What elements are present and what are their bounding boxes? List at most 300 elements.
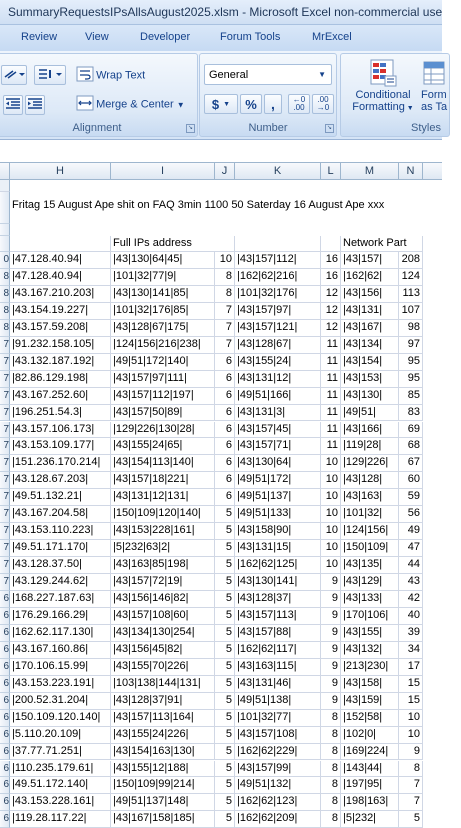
cell-h[interactable]: |43.167.204.58|	[10, 506, 111, 523]
cell-n[interactable]: 98	[399, 320, 423, 337]
decrease-decimal-button[interactable]	[312, 94, 334, 114]
spreadsheet-grid[interactable]	[0, 163, 442, 825]
cell-h[interactable]: |43.128.37.50|	[10, 557, 111, 574]
cell-l-label[interactable]	[321, 236, 341, 252]
cell-m[interactable]: |150|109|	[341, 540, 399, 557]
cell-m[interactable]: |5|232|	[341, 811, 399, 828]
cell-h[interactable]: |43.167.252.60|	[10, 388, 111, 405]
cell-j[interactable]: 5	[215, 727, 235, 744]
row-header[interactable]: 6	[0, 693, 10, 710]
row-header[interactable]: 6	[0, 642, 10, 659]
cell-h[interactable]: |43.132.187.192|	[10, 354, 111, 371]
cell-i[interactable]: |43|155|24|65|	[111, 438, 215, 455]
cell-n[interactable]: 113	[399, 286, 423, 303]
cell-h-label[interactable]	[10, 236, 111, 252]
cell-k[interactable]: |43|157|71|	[235, 438, 321, 455]
row-header[interactable]: 7	[0, 523, 10, 540]
cell-i[interactable]: |124|156|216|238|	[111, 337, 215, 354]
row-header[interactable]: 7	[0, 388, 10, 405]
cell-i[interactable]: |129|226|130|28|	[111, 422, 215, 439]
cell-n[interactable]: 8	[399, 761, 423, 778]
cell-k[interactable]: |162|62|229|	[235, 744, 321, 761]
row-header[interactable]: 8	[0, 320, 10, 337]
cell-m[interactable]: |101|32|	[341, 506, 399, 523]
cell-i[interactable]: |43|154|163|130|	[111, 744, 215, 761]
cell-i[interactable]: |43|157|18|221|	[111, 472, 215, 489]
cell-j[interactable]: 6	[215, 455, 235, 472]
cell-m[interactable]: |43|154|	[341, 354, 399, 371]
full-ips-label[interactable]: Full IPs address	[111, 236, 215, 252]
cell-h[interactable]: |5.110.20.109|	[10, 727, 111, 744]
cell-i[interactable]: |43|155|12|188|	[111, 761, 215, 778]
row-header[interactable]: 7	[0, 371, 10, 388]
cell-i[interactable]: |101|32|176|85|	[111, 303, 215, 320]
row-header[interactable]: 6	[0, 710, 10, 727]
cell-j[interactable]: 5	[215, 676, 235, 693]
cell-h[interactable]: |176.29.166.29|	[10, 608, 111, 625]
cell-k[interactable]: |162|62|125|	[235, 557, 321, 574]
cell-i[interactable]: |43|156|45|82|	[111, 642, 215, 659]
cell-n[interactable]: 7	[399, 794, 423, 811]
column-header-m[interactable]: M	[341, 163, 399, 180]
cell-j[interactable]: 5	[215, 710, 235, 727]
cell-m[interactable]: |129|226|	[341, 455, 399, 472]
row-header-stub[interactable]	[0, 180, 10, 192]
cell-i[interactable]: |43|131|12|131|	[111, 489, 215, 506]
merge-center-button[interactable]	[77, 96, 185, 113]
header-text-cell[interactable]: Fritag 15 August Ape shit on FAQ 3min 1100 50 Saterday 16 August Ape xxx	[12, 199, 385, 211]
cell-i[interactable]: |150|109|120|140|	[111, 506, 215, 523]
row-header[interactable]: 0	[0, 252, 10, 269]
cell-k[interactable]: |162|62|117|	[235, 642, 321, 659]
cell-j-label[interactable]	[215, 236, 235, 252]
corner-header[interactable]	[0, 163, 10, 180]
row-header[interactable]: 7	[0, 354, 10, 371]
cell-i[interactable]: |43|154|113|140|	[111, 455, 215, 472]
cell-m[interactable]: |124|156|	[341, 523, 399, 540]
cell-l[interactable]: 8	[321, 777, 341, 794]
cell-j[interactable]: 6	[215, 489, 235, 506]
cell-h[interactable]: |43.154.19.227|	[10, 303, 111, 320]
row-header[interactable]: 7	[0, 438, 10, 455]
cell-k[interactable]: |43|157|88|	[235, 625, 321, 642]
row-header[interactable]: 8	[0, 286, 10, 303]
cell-l[interactable]: 8	[321, 761, 341, 778]
format-as-table-button[interactable]	[421, 58, 461, 113]
cell-h[interactable]: |119.28.117.22|	[10, 811, 111, 828]
cell-k[interactable]: |162|62|123|	[235, 794, 321, 811]
cell-k[interactable]: |43|157|108|	[235, 727, 321, 744]
tab-mrexcel[interactable]: MrExcel	[312, 31, 352, 43]
cell-n[interactable]: 67	[399, 455, 423, 472]
cell-i[interactable]: |43|167|158|185|	[111, 811, 215, 828]
tab-developer[interactable]: Developer	[140, 31, 191, 43]
cell-k[interactable]: |43|130|64|	[235, 455, 321, 472]
cell-h[interactable]: |43.167.210.203|	[10, 286, 111, 303]
row-header[interactable]: 7	[0, 574, 10, 591]
cell-m[interactable]: |102|0|	[341, 727, 399, 744]
cell-h[interactable]: |47.128.40.94|	[10, 252, 111, 269]
conditional-formatting-button[interactable]	[348, 58, 418, 113]
cell-l[interactable]: 9	[321, 676, 341, 693]
cell-j[interactable]: 7	[215, 337, 235, 354]
cell-j[interactable]: 6	[215, 371, 235, 388]
cell-k[interactable]: |43|157|113|	[235, 608, 321, 625]
cell-j[interactable]: 5	[215, 659, 235, 676]
cell-n[interactable]: 44	[399, 557, 423, 574]
cell-l[interactable]: 16	[321, 252, 341, 269]
cell-i[interactable]: |49|51|172|140|	[111, 354, 215, 371]
row-header[interactable]: 7	[0, 506, 10, 523]
cell-i[interactable]: |43|157|97|111|	[111, 371, 215, 388]
cell-m[interactable]: |43|157|	[341, 252, 399, 269]
cell-h[interactable]: |49.51.132.21|	[10, 489, 111, 506]
cell-i[interactable]: |43|156|146|82|	[111, 591, 215, 608]
orientation-button[interactable]	[1, 65, 27, 85]
row-header[interactable]: 7	[0, 557, 10, 574]
cell-n-label[interactable]	[399, 236, 423, 252]
cell-j[interactable]: 6	[215, 472, 235, 489]
cell-j[interactable]: 5	[215, 693, 235, 710]
cell-l[interactable]: 12	[321, 286, 341, 303]
cell-k-label[interactable]	[235, 236, 321, 252]
cell-n[interactable]: 68	[399, 438, 423, 455]
cell-h[interactable]: |168.227.187.63|	[10, 591, 111, 608]
cell-n[interactable]: 43	[399, 574, 423, 591]
cell-n[interactable]: 69	[399, 422, 423, 439]
cell-n[interactable]: 17	[399, 659, 423, 676]
alignment-dialog-launcher[interactable]: ↘	[187, 125, 194, 131]
cell-l[interactable]: 9	[321, 574, 341, 591]
cell-l[interactable]: 9	[321, 591, 341, 608]
decrease-indent-button[interactable]	[3, 95, 23, 115]
cell-i[interactable]: |5|232|63|2|	[111, 540, 215, 557]
cell-l[interactable]: 8	[321, 744, 341, 761]
row-header[interactable]: 7	[0, 337, 10, 354]
cell-n[interactable]: 95	[399, 371, 423, 388]
cell-l[interactable]: 10	[321, 506, 341, 523]
cell-j[interactable]: 5	[215, 761, 235, 778]
column-header-j[interactable]: J	[215, 163, 235, 180]
cell-h[interactable]: |43.153.223.191|	[10, 676, 111, 693]
cell-k[interactable]: |43|157|99|	[235, 761, 321, 778]
currency-button[interactable]	[204, 94, 238, 114]
cell-h[interactable]: |43.129.244.62|	[10, 574, 111, 591]
row-header[interactable]: 8	[0, 303, 10, 320]
cell-m[interactable]: |43|135|	[341, 557, 399, 574]
cell-j[interactable]: 6	[215, 422, 235, 439]
column-header-next[interactable]	[423, 163, 442, 180]
cell-l[interactable]: 10	[321, 540, 341, 557]
cell-l[interactable]: 8	[321, 727, 341, 744]
row-header[interactable]: 7	[0, 540, 10, 557]
cell-i[interactable]: |43|153|228|161|	[111, 523, 215, 540]
increase-decimal-button[interactable]	[288, 94, 310, 114]
row-header[interactable]: 6	[0, 777, 10, 794]
cell-j[interactable]: 5	[215, 574, 235, 591]
cell-m[interactable]: |197|95|	[341, 777, 399, 794]
cell-i[interactable]: |49|51|137|148|	[111, 794, 215, 811]
cell-m[interactable]: |43|159|	[341, 693, 399, 710]
cell-l[interactable]: 10	[321, 489, 341, 506]
cell-k[interactable]: |43|130|141|	[235, 574, 321, 591]
cell-l[interactable]: 10	[321, 472, 341, 489]
cell-i[interactable]: |150|109|99|214|	[111, 777, 215, 794]
cell-l[interactable]: 10	[321, 523, 341, 540]
cell-n[interactable]: 47	[399, 540, 423, 557]
cell-i[interactable]: |43|157|50|89|	[111, 405, 215, 422]
cell-l[interactable]: 9	[321, 659, 341, 676]
cell-l[interactable]: 8	[321, 710, 341, 727]
cell-h[interactable]: |47.128.40.94|	[10, 269, 111, 286]
cell-h[interactable]: |43.128.67.203|	[10, 472, 111, 489]
cell-h[interactable]: |43.157.59.208|	[10, 320, 111, 337]
cell-n[interactable]: 49	[399, 523, 423, 540]
cell-k[interactable]: |162|62|209|	[235, 811, 321, 828]
cell-k[interactable]: |49|51|138|	[235, 693, 321, 710]
cell-m[interactable]: |43|132|	[341, 642, 399, 659]
cell-l[interactable]: 11	[321, 354, 341, 371]
wrap-text-button[interactable]	[77, 67, 145, 84]
cell-l[interactable]: 11	[321, 438, 341, 455]
cell-n[interactable]: 39	[399, 625, 423, 642]
increase-indent-button[interactable]	[25, 95, 45, 115]
column-header-k[interactable]: K	[235, 163, 321, 180]
cell-j[interactable]: 8	[215, 286, 235, 303]
cell-k[interactable]: |43|131|46|	[235, 676, 321, 693]
cell-j[interactable]: 5	[215, 744, 235, 761]
cell-j[interactable]: 5	[215, 591, 235, 608]
cell-l[interactable]: 8	[321, 794, 341, 811]
row-header[interactable]: 7	[0, 489, 10, 506]
cell-m[interactable]: |162|62|	[341, 269, 399, 286]
row-header-text-row[interactable]	[0, 192, 10, 224]
cell-k[interactable]: |43|157|112|	[235, 252, 321, 269]
cell-l[interactable]: 12	[321, 303, 341, 320]
column-header-h[interactable]: H	[10, 163, 111, 180]
cell-n[interactable]: 124	[399, 269, 423, 286]
cell-i[interactable]: |43|130|141|85|	[111, 286, 215, 303]
cell-j[interactable]: 5	[215, 523, 235, 540]
cell-j[interactable]: 5	[215, 625, 235, 642]
row-header-blank[interactable]	[0, 224, 10, 236]
cell-k[interactable]: |43|131|12|	[235, 371, 321, 388]
cell-k[interactable]: |43|128|37|	[235, 591, 321, 608]
cell-m[interactable]: |119|28|	[341, 438, 399, 455]
cell-j[interactable]: 10	[215, 252, 235, 269]
row-header-labels[interactable]	[0, 236, 10, 252]
tab-view[interactable]: View	[85, 31, 109, 43]
network-part-label[interactable]: Network Part	[341, 236, 399, 252]
cell-l[interactable]: 11	[321, 371, 341, 388]
cell-k[interactable]: |43|157|45|	[235, 422, 321, 439]
cell-n[interactable]: 59	[399, 489, 423, 506]
cell-n[interactable]: 7	[399, 777, 423, 794]
cell-j[interactable]: 7	[215, 303, 235, 320]
tab-forum-tools[interactable]: Forum Tools	[220, 31, 281, 43]
cell-j[interactable]: 5	[215, 557, 235, 574]
cell-j[interactable]: 5	[215, 540, 235, 557]
cell-m[interactable]: |43|133|	[341, 591, 399, 608]
cell-k[interactable]: |49|51|172|	[235, 472, 321, 489]
cell-m[interactable]: |198|163|	[341, 794, 399, 811]
cell-n[interactable]: 10	[399, 727, 423, 744]
cell-h[interactable]: |82.86.129.198|	[10, 371, 111, 388]
cell-h[interactable]: |43.153.228.161|	[10, 794, 111, 811]
row-header[interactable]: 6	[0, 744, 10, 761]
cell-i[interactable]: |103|138|144|131|	[111, 676, 215, 693]
cell-h[interactable]: |91.232.158.105|	[10, 337, 111, 354]
row-header[interactable]: 7	[0, 422, 10, 439]
cell-m[interactable]: |43|129|	[341, 574, 399, 591]
cell-k[interactable]: |101|32|176|	[235, 286, 321, 303]
cell-h[interactable]: |150.109.120.140|	[10, 710, 111, 727]
indent-button[interactable]	[34, 65, 66, 85]
cell-j[interactable]: 6	[215, 438, 235, 455]
row-header[interactable]: 7	[0, 472, 10, 489]
row-header[interactable]: 6	[0, 727, 10, 744]
cell-h[interactable]: |43.153.109.177|	[10, 438, 111, 455]
row-header[interactable]: 8	[0, 269, 10, 286]
cell-k[interactable]: |43|128|67|	[235, 337, 321, 354]
cell-m[interactable]: |43|128|	[341, 472, 399, 489]
cell-i[interactable]: |43|157|108|60|	[111, 608, 215, 625]
cell-n[interactable]: 83	[399, 405, 423, 422]
cell-n[interactable]: 34	[399, 642, 423, 659]
row-header[interactable]: 7	[0, 455, 10, 472]
row-header[interactable]: 6	[0, 794, 10, 811]
cell-i[interactable]: |43|155|70|226|	[111, 659, 215, 676]
cell-m[interactable]: |43|134|	[341, 337, 399, 354]
cell-h[interactable]: |196.251.54.3|	[10, 405, 111, 422]
cell-j[interactable]: 6	[215, 388, 235, 405]
cell-l[interactable]: 9	[321, 608, 341, 625]
cell-k[interactable]: |43|157|121|	[235, 320, 321, 337]
cell-k[interactable]: |49|51|132|	[235, 777, 321, 794]
cell-l[interactable]: 10	[321, 557, 341, 574]
cell-l[interactable]: 8	[321, 811, 341, 828]
cell-n[interactable]: 85	[399, 388, 423, 405]
cell-m[interactable]: |43|166|	[341, 422, 399, 439]
cell-n[interactable]: 95	[399, 354, 423, 371]
cell-n[interactable]: 9	[399, 744, 423, 761]
row-header[interactable]: 6	[0, 761, 10, 778]
cell-l[interactable]: 9	[321, 625, 341, 642]
blank-row-cell[interactable]	[10, 180, 442, 192]
cell-h[interactable]: |162.62.117.130|	[10, 625, 111, 642]
row-header[interactable]: 6	[0, 591, 10, 608]
cell-k[interactable]: |49|51|133|	[235, 506, 321, 523]
number-format-select[interactable]	[204, 64, 332, 85]
cell-l[interactable]: 12	[321, 320, 341, 337]
cell-i[interactable]: |43|130|64|45|	[111, 252, 215, 269]
cell-i[interactable]: |43|155|24|226|	[111, 727, 215, 744]
cell-j[interactable]: 5	[215, 811, 235, 828]
cell-k[interactable]: |43|157|97|	[235, 303, 321, 320]
cell-h[interactable]: |110.235.179.61|	[10, 761, 111, 778]
row-header[interactable]: 6	[0, 659, 10, 676]
cell-j[interactable]: 5	[215, 506, 235, 523]
cell-n[interactable]: 208	[399, 252, 423, 269]
cell-n[interactable]: 97	[399, 337, 423, 354]
cell-h[interactable]: |170.106.15.99|	[10, 659, 111, 676]
cell-l[interactable]: 11	[321, 422, 341, 439]
cell-i[interactable]: |43|163|85|198|	[111, 557, 215, 574]
cell-k[interactable]: |43|163|115|	[235, 659, 321, 676]
row-header[interactable]: 6	[0, 608, 10, 625]
cell-m[interactable]: |43|158|	[341, 676, 399, 693]
cell-j[interactable]: 5	[215, 777, 235, 794]
cell-m[interactable]: |43|153|	[341, 371, 399, 388]
cell-m[interactable]: |170|106|	[341, 608, 399, 625]
column-header-i[interactable]: I	[111, 163, 215, 180]
cell-k[interactable]: |43|131|3|	[235, 405, 321, 422]
cell-j[interactable]: 5	[215, 608, 235, 625]
cell-i[interactable]: |43|157|72|19|	[111, 574, 215, 591]
cell-l[interactable]: 9	[321, 693, 341, 710]
cell-l[interactable]: 16	[321, 269, 341, 286]
cell-m[interactable]: |213|230|	[341, 659, 399, 676]
column-header-l[interactable]: L	[321, 163, 341, 180]
cell-n[interactable]: 40	[399, 608, 423, 625]
cell-i[interactable]: |43|128|37|91|	[111, 693, 215, 710]
number-dialog-launcher[interactable]: ↘	[326, 125, 333, 131]
cell-m[interactable]: |43|163|	[341, 489, 399, 506]
cell-n[interactable]: 15	[399, 693, 423, 710]
cell-h[interactable]: |43.157.106.173|	[10, 422, 111, 439]
cell-h[interactable]: |49.51.172.140|	[10, 777, 111, 794]
cell-l[interactable]: 11	[321, 405, 341, 422]
cell-m[interactable]: |43|155|	[341, 625, 399, 642]
cell-i[interactable]: |101|32|77|9|	[111, 269, 215, 286]
row-header[interactable]: 6	[0, 625, 10, 642]
cell-l[interactable]: 11	[321, 388, 341, 405]
cell-k[interactable]: |49|51|166|	[235, 388, 321, 405]
cell-n[interactable]: 10	[399, 710, 423, 727]
cell-j[interactable]: 5	[215, 642, 235, 659]
cell-m[interactable]: |169|224|	[341, 744, 399, 761]
cell-k[interactable]: |43|158|90|	[235, 523, 321, 540]
cell-l[interactable]: 11	[321, 337, 341, 354]
cell-n[interactable]: 60	[399, 472, 423, 489]
cell-h[interactable]: |37.77.71.251|	[10, 744, 111, 761]
percent-button[interactable]	[240, 94, 262, 114]
cell-j[interactable]: 6	[215, 405, 235, 422]
column-header-n[interactable]: N	[399, 163, 423, 180]
cell-j[interactable]: 8	[215, 269, 235, 286]
cell-m[interactable]: |43|156|	[341, 286, 399, 303]
cell-j[interactable]: 6	[215, 354, 235, 371]
tab-review[interactable]: Review	[21, 31, 58, 43]
cell-i[interactable]: |43|157|113|164|	[111, 710, 215, 727]
cell-m[interactable]: |152|58|	[341, 710, 399, 727]
cell-n[interactable]: 42	[399, 591, 423, 608]
cell-k[interactable]: |49|51|137|	[235, 489, 321, 506]
cell-h[interactable]: |43.153.110.223|	[10, 523, 111, 540]
cell-i[interactable]: |43|128|67|175|	[111, 320, 215, 337]
cell-m[interactable]: |43|130|	[341, 388, 399, 405]
cell-n[interactable]: 107	[399, 303, 423, 320]
cell-h[interactable]: |49.51.171.170|	[10, 540, 111, 557]
row-header[interactable]: 7	[0, 405, 10, 422]
comma-style-button[interactable]	[264, 94, 282, 114]
cell-n[interactable]: 5	[399, 811, 423, 828]
cell-m[interactable]: |43|167|	[341, 320, 399, 337]
cell-j[interactable]: 5	[215, 794, 235, 811]
cell-n[interactable]: 56	[399, 506, 423, 523]
cell-k[interactable]: |43|155|24|	[235, 354, 321, 371]
cell-l[interactable]: 10	[321, 455, 341, 472]
